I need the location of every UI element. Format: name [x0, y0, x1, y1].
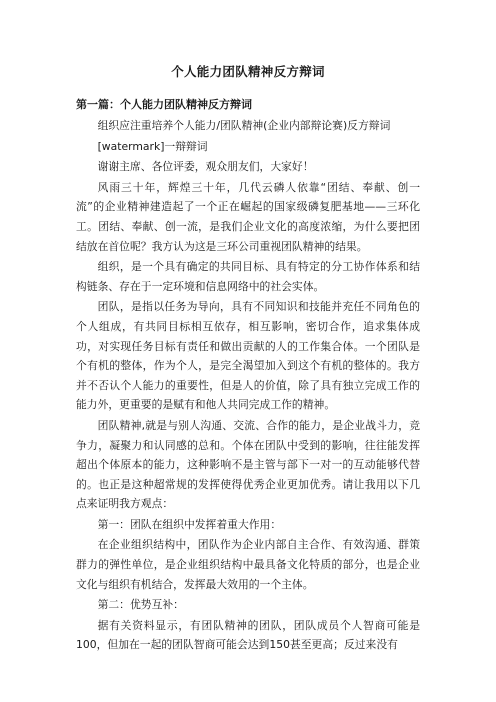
section-heading: 第一篇：个人能力团队精神反方辩词	[76, 98, 252, 111]
paragraph: 风雨三十年，辉煌三十年，几代云磷人依靠“团结、奉献、创一流”的企业精神建造起了一个正在崛起的国家级磷复肥基地——三环化工。团结、奉献、创一流，是我们企业文化的高度浓缩，为什么要把团结放在首位呢？我方认为这是三环公司重视团队精神的结果。	[76, 180, 420, 253]
paragraph: 组织应注重培养个人能力/团队精神(企业内部辩论赛)反方辩词	[97, 119, 391, 132]
paragraph: 谢谢主席、各位评委，观众朋友们，大家好！	[97, 160, 314, 174]
paragraph: 团队精神,就是与别人沟通、交流、合作的能力，是企业战斗力，竞争力，凝聚力和认同感的总和。个体在团队中受到的影响，往往能发挥超出个体原本的能力，这种影响不是主管与部下一对一的互动能够代替的。也正是这种超常规的发挥使得优秀企业更加优秀。请让我用以下几点来证明我方观点：	[76, 418, 420, 511]
paragraph: [watermark]一辩辩词	[97, 139, 208, 153]
paragraph: 第一：团队在组织中发挥着重大作用：	[97, 517, 282, 531]
paragraph: 据有关资料显示，有团队精神的团队，团队成员个人智商可能是100，但加在一起的团队智商可能会达到150甚至更高；反过来没有	[76, 618, 420, 652]
page-title: 个人能力团队精神反方辩词	[171, 64, 325, 79]
paragraph: 在企业组织结构中，团队作为企业内部自主合作、有效沟通、群策群力的弹性单位，是企业组织结构中最具备文化特质的部分，也是企业文化与组织有机结合，发挥最大效用的一个主体。	[76, 538, 420, 591]
paragraph: 第二：优势互补：	[97, 598, 184, 612]
paragraph: 团队，是指以任务为导向，具有不同知识和技能并充任不同角色的个人组成，有共同目标相互依存，相互影响，密切合作，追求集体成功，对实现任务目标有责任和做出贡献的人的工作集合体。一个团队是个有机的整体，作为个人，是完全渴望加入到这个有机的整体的。我方并不否认个人能力的重要性，但是人的价值，除了具有独立完成工作的能力外，更重要的是赋有和他人共同完成工作的精神。	[76, 300, 420, 412]
paragraph: 组织，是一个具有确定的共同目标、具有特定的分工协作体系和结构链条、存在于一定环境和信息网络中的社会实体。	[76, 260, 420, 293]
body-text	[76, 116, 420, 656]
